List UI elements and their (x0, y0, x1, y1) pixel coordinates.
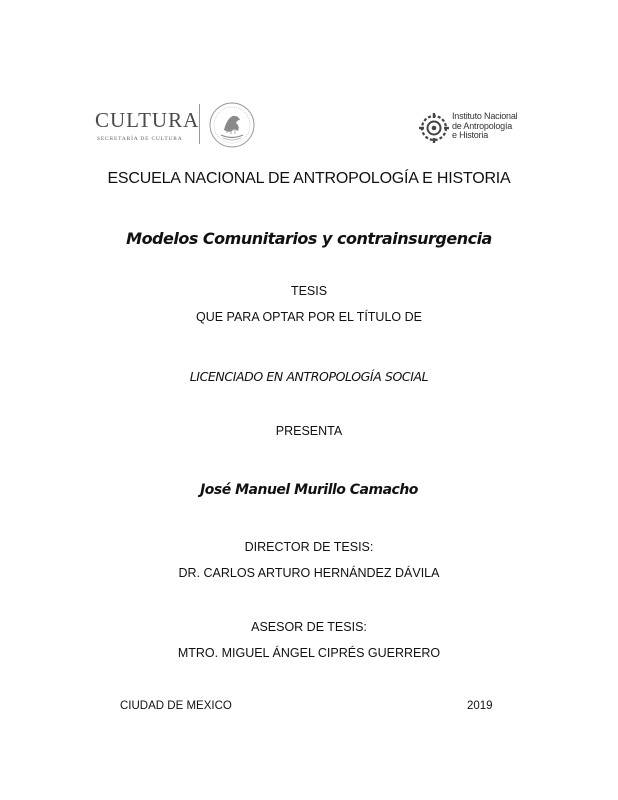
advisor-label: ASESOR DE TESIS: (251, 620, 367, 634)
inah-logo-line-2: de Antropología (452, 120, 513, 131)
thesis-title: Modelos Comunitarios y contrainsurgencia (126, 229, 492, 248)
director-name: DR. CARLOS ARTURO HERNÁNDEZ DÁVILA (178, 566, 440, 580)
advisor-name: MTRO. MIGUEL ÁNGEL CIPRÉS GUERRERO (177, 646, 441, 660)
cultura-logo-divider (199, 104, 200, 144)
inah-emblem-icon (418, 112, 450, 144)
school-name: ESCUELA NACIONAL DE ANTROPOLOGÍA E HISTORIA (107, 170, 511, 187)
inah-logo-text (452, 112, 517, 141)
inah-logo-line-3: e Historia (452, 130, 489, 140)
presenta-label: PRESENTA (275, 424, 343, 438)
degree-title: LICENCIADO EN ANTROPOLOGÍA SOCIAL (189, 369, 429, 384)
cultura-logo (95, 100, 265, 150)
cultura-logo-subtitle: SECRETARÍA DE CULTURA (97, 136, 183, 142)
degree-purpose: QUE PARA OPTAR POR EL TÍTULO DE (196, 310, 422, 324)
inah-logo (418, 110, 528, 146)
inah-logo-line-1: Instituto Nacional (452, 111, 518, 121)
author-name: José Manuel Murillo Camacho (200, 482, 418, 498)
cultura-logo-word: CULTURA (95, 108, 200, 132)
footer-city: CIUDAD DE MEXICO (120, 700, 232, 712)
mexico-coat-of-arms-seal-icon (207, 100, 257, 150)
footer-year: 2019 (467, 700, 493, 712)
tesis-label: TESIS (290, 284, 328, 298)
director-label: DIRECTOR DE TESIS: (244, 540, 374, 554)
